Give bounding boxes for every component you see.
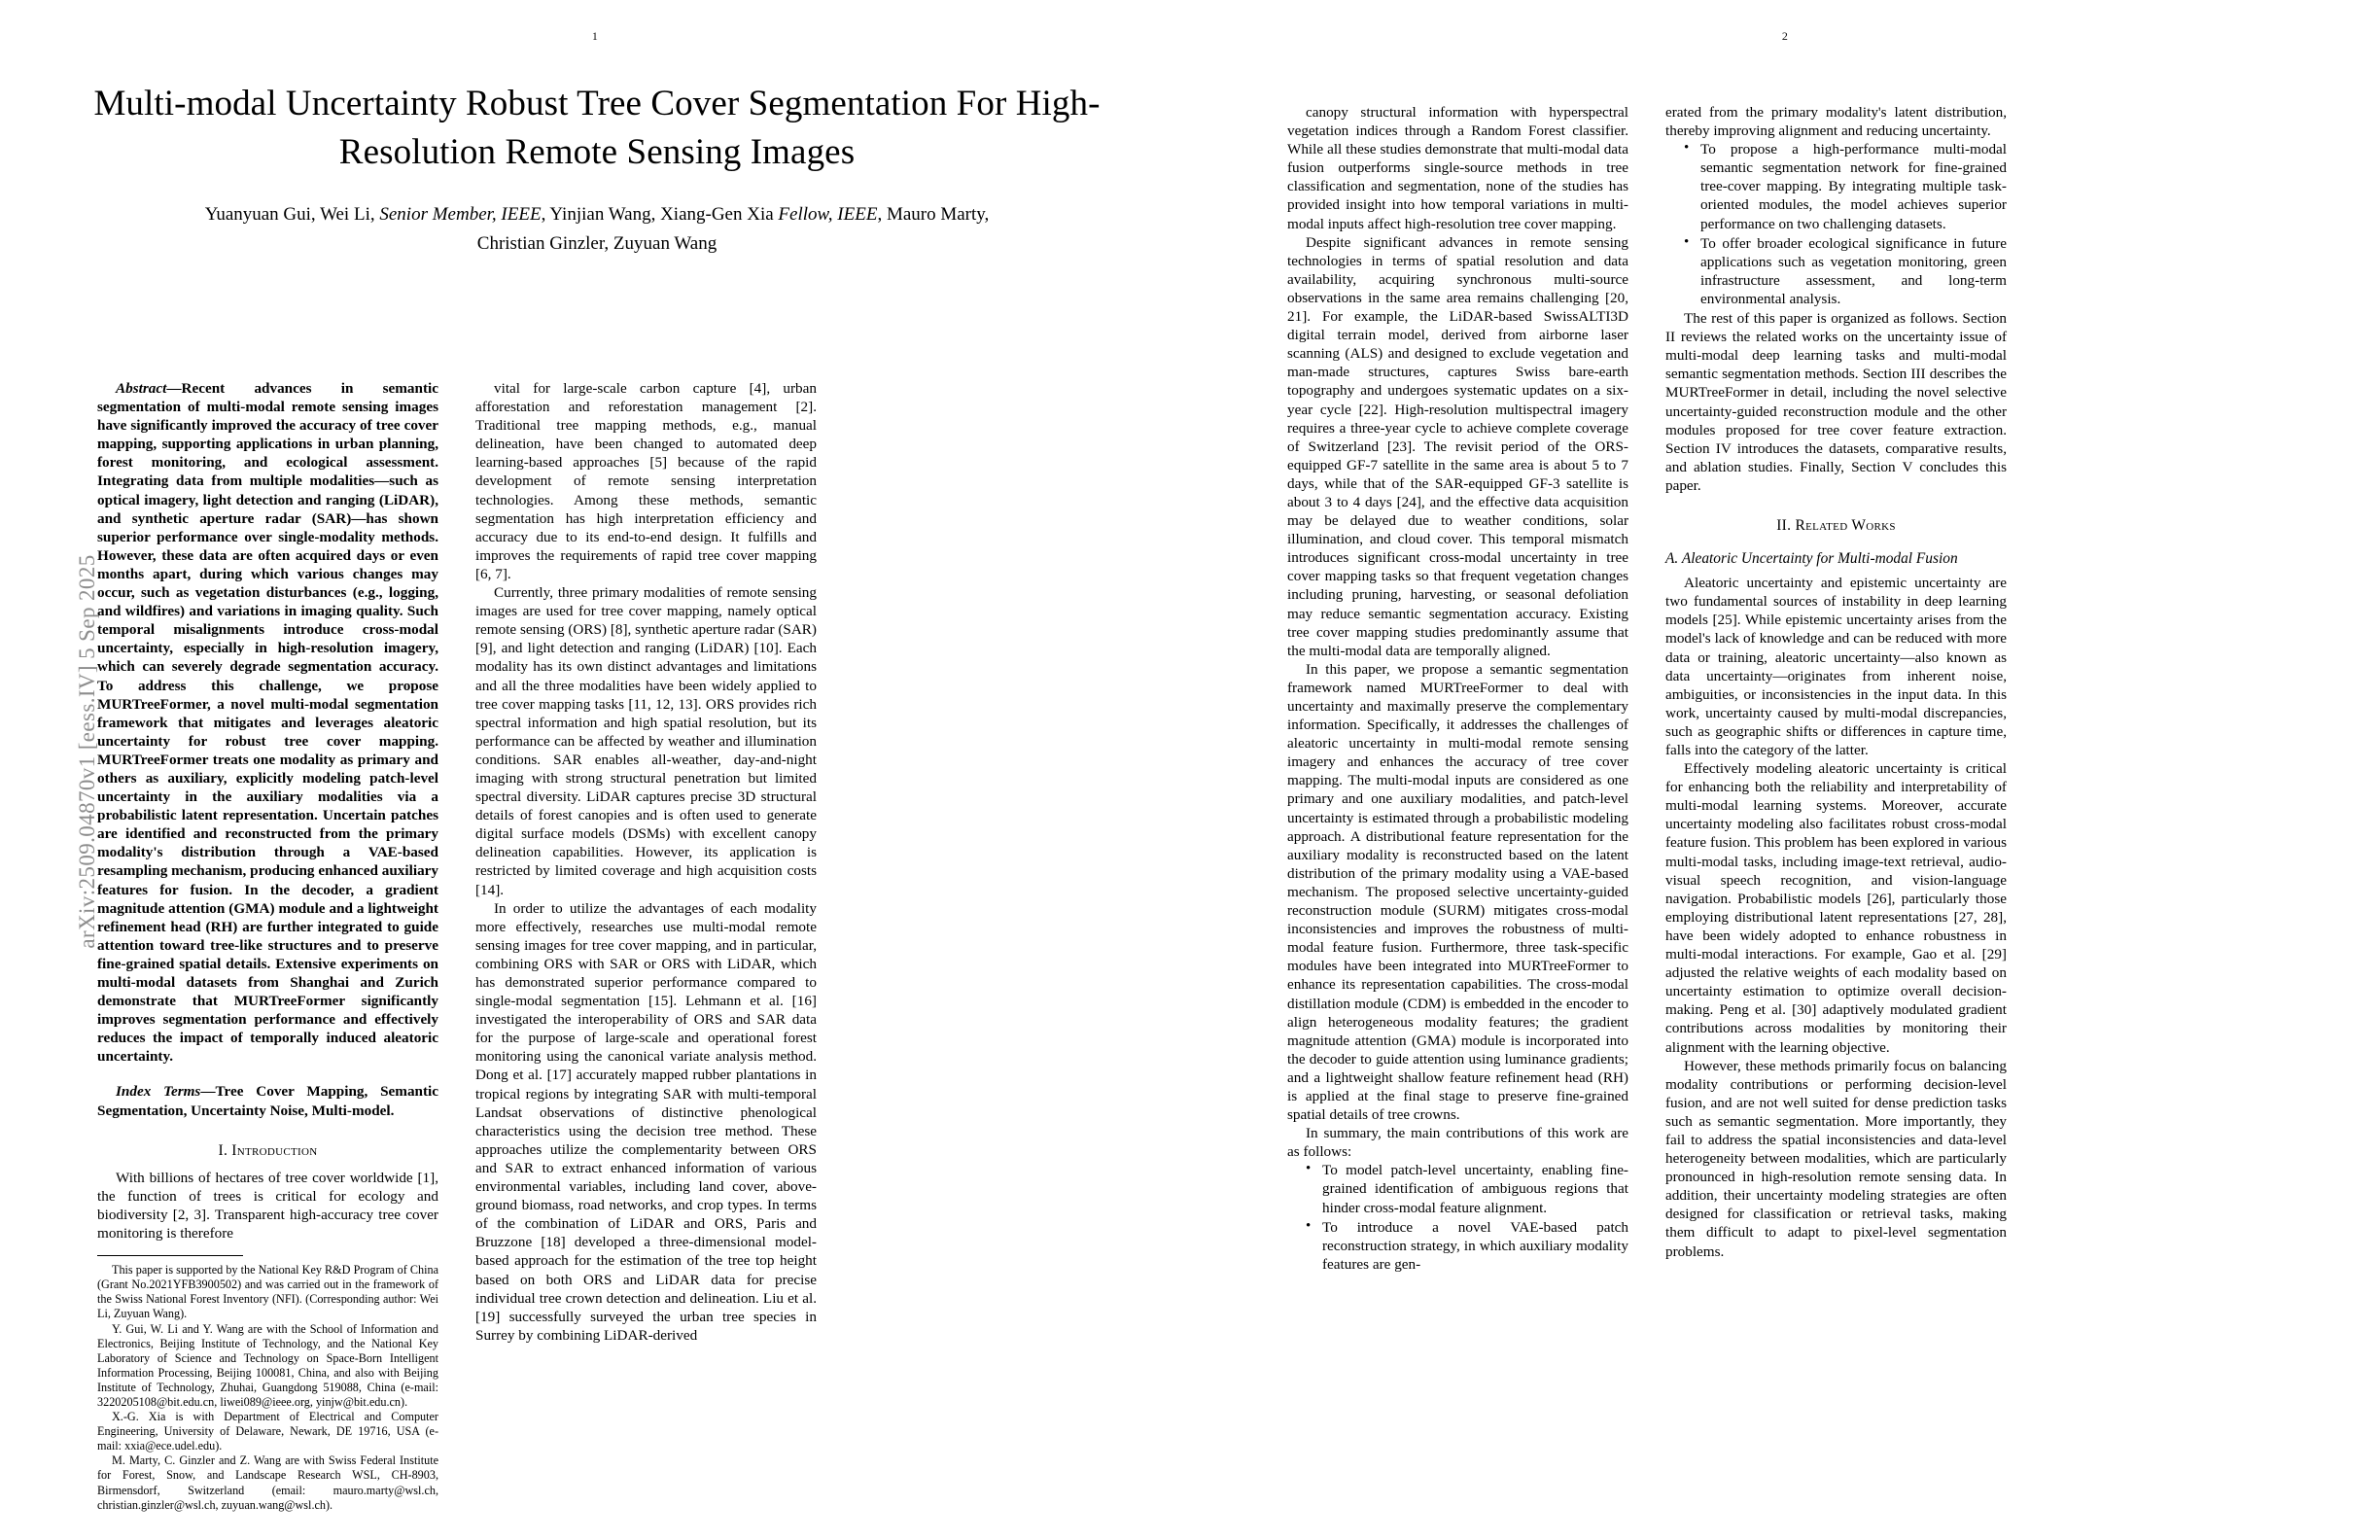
section-heading-introduction: I. Introduction — [218, 1141, 318, 1159]
section-heading-related-works: II. Related Works — [1776, 516, 1896, 534]
p2c2-roadmap-paragraph: The rest of this paper is organized as follows. Section II reviews the related works on the uncertainty issue of multi-modal deep learning tasks and multi-modal semantic segmentation methods. Section III describes the MURTreeFormer in detail, including the novel selective uncertainty-guided reconstruction module and the other modules proposed for tree cover feature extraction. Section IV introduces the datasets, comparative results, and ablation studies. Finally, Section V concludes this paper. — [1665, 310, 2007, 494]
footnote-affiliation-delaware: X.-G. Xia is with Department of Electrical and Computer Engineering, University of Delaware, Newark, DE 19716, USA (e-mail: xxia@ece.udel.edu). — [97, 1410, 438, 1453]
author-line-1-c: , Mauro Marty, — [877, 204, 990, 225]
page-two-number: 2 — [1781, 29, 1789, 43]
page-one-number: 1 — [591, 29, 599, 43]
intro-paragraph-1: With billions of hectares of tree cover worldwide [1], the function of trees is critical for ecology and biodiversity [2, 3]. Transparent high-accuracy tree cover monitoring is therefore — [97, 1169, 438, 1242]
arxiv-stamp: arXiv:2509.04870v1 [eess.IV] 5 Sep 2025 — [75, 554, 99, 949]
index-terms-body: —Tree Cover Mapping, Semantic Segmentation, Uncertainty Noise, Multi-model. — [97, 1083, 438, 1119]
author-membership-2: Fellow, IEEE — [778, 204, 878, 225]
subsection-heading-aleatoric: A. Aleatoric Uncertainty for Multi-modal Fusion — [1665, 550, 1958, 568]
p2c1-paragraph-2: Despite significant advances in remote sensing technologies in terms of spatial resolution and data availability, acquiring synchronous multi-source observations in the same area remains challenging [20, 21]. For example, the LiDAR-based SwissALTI3D digital terrain model, derived from airborne laser scanning (ALS) and designed to exclude vegetation and man-made structures, captures Swiss bare-earth topography and undergoes systematic updates on a six-year cycle [22]. High-resolution multispectral imagery requires a three-year cycle to achieve complete coverage of Switzerland [23]. The revisit period of the ORS-equipped GF-7 satellite in the same area is about 5 to 7 days, while that of the SAR-equipped GF-3 satellite is about 3 to 4 days [24], and the effective data acquisition may be delayed due to weather conditions, solar illumination, and cloud cover. This temporal mismatch introduces significant cross-modal uncertainty in tree cover mapping tasks so that frequent vegetation changes including pruning, harvesting, or seasonal defoliation may reduce semantic segmentation accuracy. Existing tree cover mapping studies predominantly assume that the multi-modal data are temporally aligned. — [1287, 233, 1628, 659]
page-two-column-one — [1287, 103, 1628, 1445]
col2-paragraph-3: In order to utilize the advantages of each modality more effectively, researches use multi-modal remote sensing images for tree cover mapping, and in particular, combining ORS with SAR or ORS with LiDAR, which has demonstrated superior performance compared to single-modal segmentation [15]. Lehmann et al. [16] investigated the interoperability of ORS and SAR data for the purpose of large-scale and operational forest monitoring using the canonical variate analysis method. Dong et al. [17] accurately mapped rubber plantations in tropical regions by integrating SAR with multi-temporal Landsat observations of distinctive phenological characteristics using the decision tree method. These approaches utilize the complementarity between ORS and SAR to extract enhanced information of various environmental variables, including land cover, above-ground biomass, road networks, and crop types. In terms of the combination of LiDAR and ORS, Paris and Bruzzone [18] developed a three-dimensional model-based approach for the estimation of the tree top height based on both ORS and LiDAR data for precise individual tree crown detection and delineation. Liu et al. [19] successfully surveyed the urban tree species in Surrey by combining LiDAR-derived — [475, 899, 817, 1344]
list-item: • To introduce a novel VAE-based patch reconstruction strategy, in which auxiliary modality features are gen- — [1322, 1218, 1628, 1274]
index-terms-label: Index Terms — [116, 1083, 201, 1101]
author-line-2: Christian Ginzler, Zuyuan Wang — [476, 233, 718, 254]
index-terms-paragraph — [97, 1082, 438, 1119]
list-item: • To propose a high-performance multi-modal semantic segmentation network for fine-grained tree-cover mapping. By integrating multiple task-oriented modules, the model achieves superior performance on two challenging datasets. — [1700, 140, 2007, 232]
abstract-body: —Recent advances in semantic segmentation of multi-modal remote sensing images have significantly improved the accuracy of tree cover mapping, supporting applications in urban planning, forest monitoring, and ecological assessment. Integrating data from multiple modalities—such as optical imagery, light detection and ranging (LiDAR), and synthetic aperture radar (SAR)—has shown superior performance over single-modality methods. However, these data are often acquired days or even months apart, during which various changes may occur, such as vegetation disturbances (e.g., logging, and wildfires) and variations in imaging quality. Such temporal misalignments introduce cross-modal uncertainty, especially in high-resolution imagery, which can severely degrade segmentation accuracy. To address this challenge, we propose MURTreeFormer, a novel multi-modal segmentation framework that mitigates and leverages aleatoric uncertainty for robust tree cover mapping. MURTreeFormer treats one modality as primary and others as auxiliary, explicitly modeling patch-level uncertainty in the auxiliary modalities via a probabilistic latent representation. Uncertain patches are identified and reconstructed from the primary modality's distribution through a VAE-based resampling mechanism, producing enhanced auxiliary features for fusion. In the decoder, a gradient magnitude attention (GMA) module and a lightweight refinement head (RH) are further integrated to guide attention toward tree-like structures and to preserve fine-grained spatial details. Extensive experiments on multi-modal datasets from Shanghai and Zurich demonstrate that MURTreeFormer significantly improves segmentation performance and effectively reduces the impact of temporally induced aleatoric uncertainty. — [97, 380, 438, 1066]
p2c1-paragraph-1: canopy structural information with hyperspectral vegetation indices through a Random Forest classifier. While all these studies demonstrate that multi-modal data fusion outperforms single-source methods in tree classification and segmentation, none of the studies has provided insight into how temporal variations in multi-modal inputs affect high-resolution tree cover mapping. — [1287, 104, 1628, 232]
author-membership-1: Senior Member, IEEE — [379, 204, 542, 225]
p2c1-paragraph-4: In summary, the main contributions of this work are as follows: — [1287, 1125, 1628, 1161]
page-two-column-two — [1665, 103, 2007, 1445]
p2c1-paragraph-3: In this paper, we propose a semantic segmentation framework named MURTreeFormer to deal with uncertainty and maximally preserve the complementary information. Specifically, it addresses the challenges of aleatoric uncertainty in multi-modal remote sensing imagery and enhances the accuracy of tree cover mapping. The multi-modal inputs are considered as one primary and one auxiliary modalities, and patch-level uncertainty is estimated through a probabilistic modeling approach. A distributional feature representation for the auxiliary modality is reconstructed based on the latent distribution of the primary modality using a VAE-based mechanism. The proposed selective uncertainty-guided reconstruction module (SURM) mitigates cross-modal inconsistencies and improves the robustness of multi-modal feature fusion. Furthermore, three task-specific modules have been integrated into MURTreeFormer to enhance its representation capabilities. The cross-modal distillation module (CDM) is embedded in the encoder to align heterogeneous modality features; the gradient magnitude attention (GMA) module is incorporated into the decoder to guide attention using luminance gradients; and a lightweight shallow feature refinement head (RH) is applied at the final stage to preserve fine-grained spatial details of tree crowns. — [1287, 660, 1628, 1124]
rw-paragraph-3: However, these methods primarily focus on balancing modality contributions or performing decision-level fusion, and are not well suited for dense prediction tasks such as semantic segmentation. More importantly, they fail to address the spatial inconsistencies and data-level heterogeneity between modalities, which are particularly pronounced in high-resolution remote sensing data. In addition, their uncertainty modeling strategies are often designed for classification or retrieval tasks, making them difficult to adapt to pixel-level segmentation problems. — [1665, 1057, 2007, 1260]
page-two-columns — [1287, 103, 2298, 1445]
page-one-column-one — [97, 379, 438, 1513]
footnote-block — [97, 1263, 438, 1513]
footnote-funding: This paper is supported by the National Key R&D Program of China (Grant No.2021YFB3900502) and was carried out in the framework of the Swiss National Forest Inventory (NFI). (Corresponding author: Wei Li, Zuyuan Wang). — [97, 1263, 438, 1321]
contribution-list-part-one — [1287, 1161, 1628, 1274]
author-line-1-b: , Yinjian Wang, Xiang-Gen Xia — [541, 204, 779, 225]
abstract-label: Abstract — [116, 380, 167, 397]
author-list — [93, 200, 1101, 259]
list-item: • To offer broader ecological significance in future applications such as vegetation monitoring, green infrastructure assessment, and long-term environmental analysis. — [1700, 234, 2007, 308]
page-one-columns — [97, 379, 1108, 1513]
col2-paragraph-1: vital for large-scale carbon capture [4], urban afforestation and reforestation management [2]. Traditional tree mapping methods, e.g., manual delineation, have been changed to automated deep learning-based approaches [5] because of the rapid development of remote sensing interpretation technologies. Among these methods, semantic segmentation has high interpretation efficiency and accuracy due to its end-to-end design. It fulfills and improves the requirements of rapid tree cover mapping [6, 7]. — [475, 380, 817, 582]
col2-paragraph-2: Currently, three primary modalities of remote sensing images are used for tree cover mapping, namely optical remote sensing (ORS) [8], synthetic aperture radar (SAR) [9], and light detection and ranging (LiDAR) [10]. Each modality has its own distinct advantages and limitations and all the three modalities have been widely applied to tree cover mapping tasks [11, 12, 13]. ORS provides rich spectral information and high spatial resolution, but its performance can be affected by weather and illumination conditions. SAR enables all-weather, day-and-night imaging with strong structural penetration but limited spectral diversity. LiDAR captures precise 3D structural details of forest canopies and is often used to generate digital surface models (DSMs) with excellent canopy delineation capabilities. However, its application is restricted by limited coverage and high acquisition costs [14]. — [475, 584, 817, 898]
footnote-affiliation-wsl: M. Marty, C. Ginzler and Z. Wang are with Swiss Federal Institute for Forest, Snow, and Landscape Research WSL, CH-8903, Birmensdorf, Switzerland (email: mauro.marty@wsl.ch, christian.ginzler@wsl.ch, zuyuan.wang@wsl.ch). — [97, 1453, 438, 1512]
rw-paragraph-1: Aleatoric uncertainty and epistemic uncertainty are two fundamental sources of instability in deep learning models [25]. While epistemic uncertainty arises from the model's lack of knowledge and can be reduced with more data or training, aleatoric uncertainty—also known as data uncertainty—originates from inherent noise, ambiguities, or inconsistencies in the input data. In this work, uncertainty caused by multi-modal discrepancies, such as geographic shifts or differences in capture time, falls into the category of the latter. — [1665, 575, 2007, 758]
footnote-divider — [97, 1255, 243, 1256]
author-line-1-a: Yuanyuan Gui, Wei Li, — [204, 204, 380, 225]
list-item: • To model patch-level uncertainty, enabling fine-grained identification of ambiguous regions that hinder cross-modal feature alignment. — [1322, 1161, 1628, 1216]
footnote-affiliation-bit: Y. Gui, W. Li and Y. Wang are with the School of Information and Electronics, Beijing Institute of Technology, and the National Key Laboratory of Science and Technology on Space-Born Intelligent Information Processing, Beijing 100081, China, and also with Beijing Institute of Technology, Zhuhai, Guangdong 519088, China (e-mail: 3220205108@bit.edu.cn, liwei089@ieee.org, yinjw@bit.edu.cn). — [97, 1321, 438, 1409]
abstract-paragraph — [97, 379, 438, 1066]
p2c2-continuation: erated from the primary modality's latent distribution, thereby improving alignment and reducing uncertainty. — [1665, 104, 2007, 140]
contribution-list-part-two — [1665, 140, 2007, 308]
page-title: Multi-modal Uncertainty Robust Tree Cover Segmentation For High-Resolution Remote Sensing Images — [93, 84, 1101, 172]
rw-paragraph-2: Effectively modeling aleatoric uncertainty is critical for enhancing both the reliability and interpretability of multi-modal learning systems. Moreover, accurate uncertainty modeling also facilitates robust cross-modal feature fusion. This problem has been explored in various multi-modal tasks, including image-text retrieval, audio-visual speech recognition, and vision-language navigation. Probabilistic models [26], particularly those employing distributional latent representations [27, 28], have been widely adopted to enhance robustness in multi-modal interactions. For example, Gao et al. [29] adjusted the relative weights of each modality based on uncertainty estimation to optimize overall decision-making. Peng et al. [30] adaptively modulated gradient contributions across modalities by monitoring their alignment with the learning objective. — [1665, 760, 2007, 1056]
page-one-column-two — [475, 379, 817, 1513]
page-two — [1190, 0, 2380, 1540]
title-block — [93, 80, 1101, 259]
